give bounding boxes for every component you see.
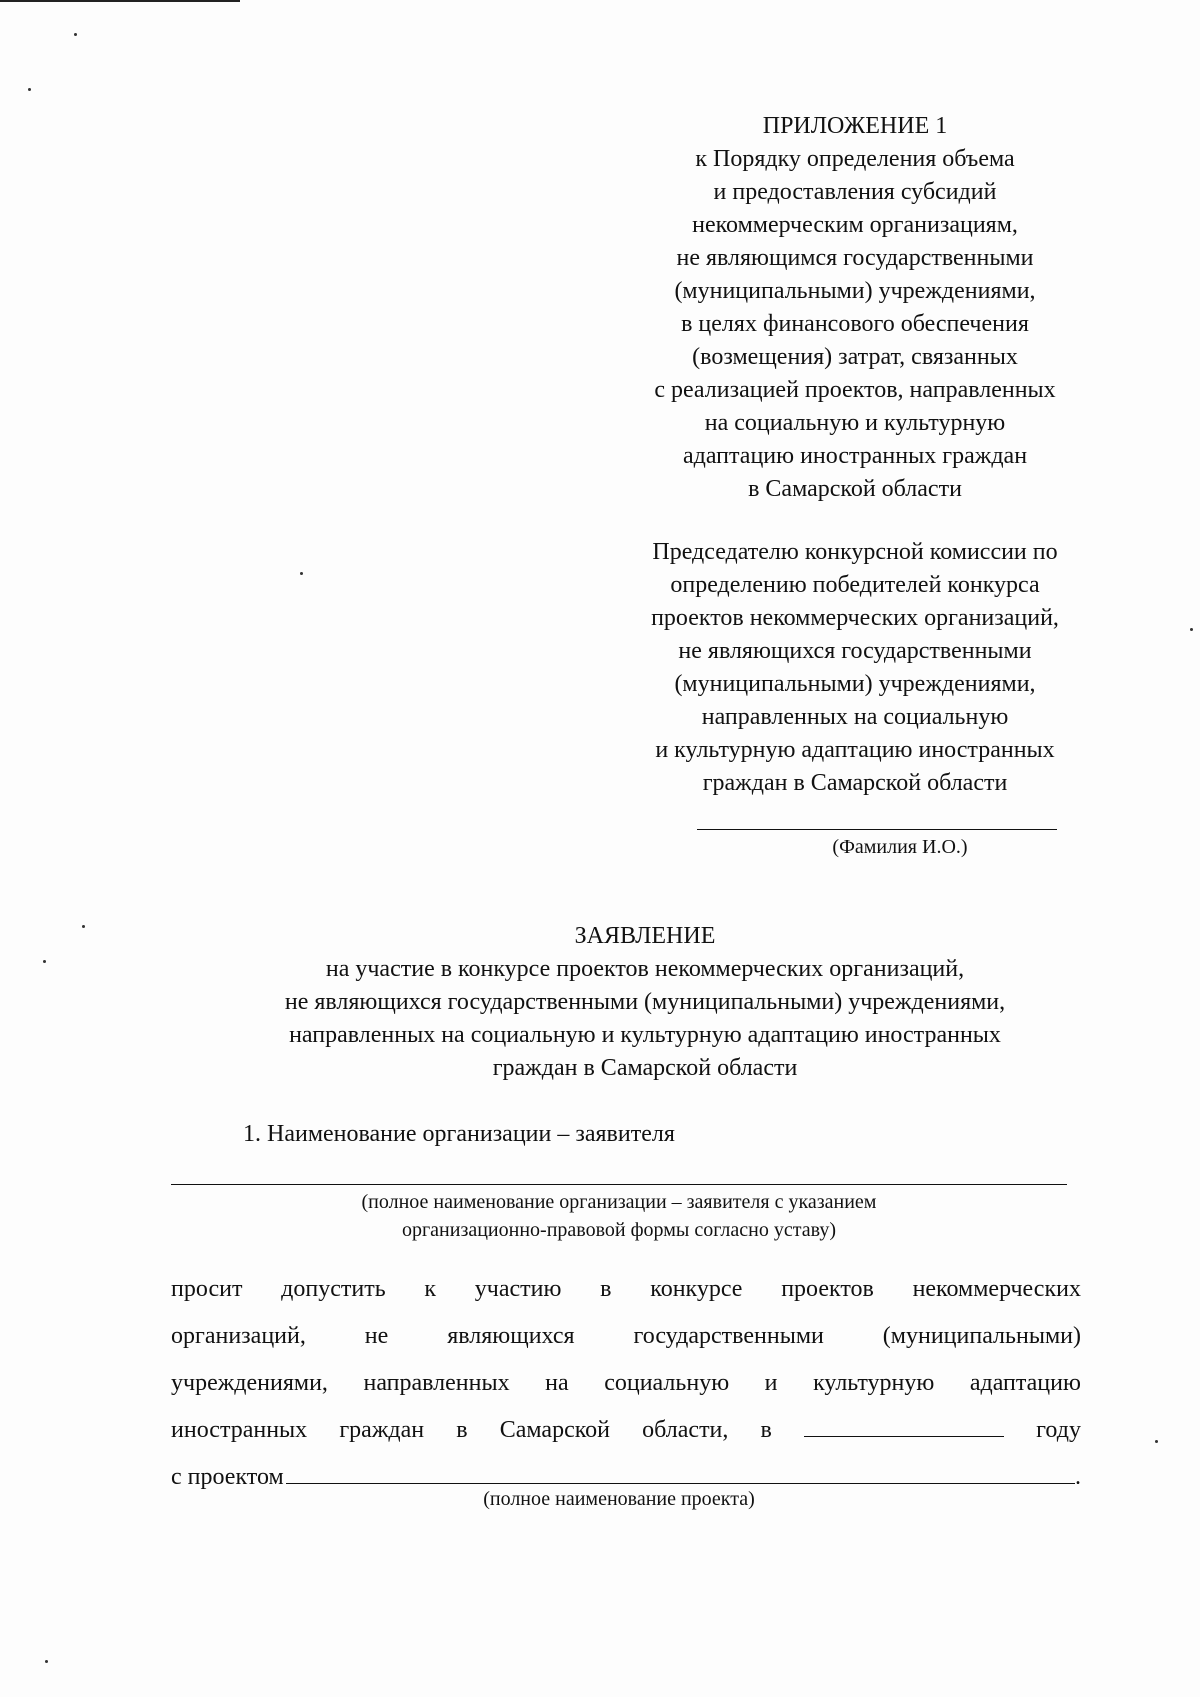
word: не	[364, 1323, 389, 1349]
statement-subtitle-line: на участие в конкурсе проектов некоммерческих организаций,	[325, 956, 965, 982]
word: в	[456, 1417, 468, 1443]
appendix-line: с реализацией проектов, направленных	[654, 377, 1056, 403]
word: в	[760, 1417, 772, 1443]
scan-speck	[1190, 628, 1193, 631]
word: направленных	[363, 1370, 510, 1396]
word: адаптацию	[969, 1370, 1081, 1396]
addressee-line: Председателю конкурсной комиссии по	[652, 539, 1058, 565]
addressee-line: проектов некоммерческих организаций,	[651, 605, 1059, 631]
addressee-line: граждан в Самарской области	[702, 770, 1008, 796]
scan-speck	[74, 33, 77, 36]
project-name-blank[interactable]	[286, 1459, 1075, 1484]
addressee-line: направленных на социальную	[701, 704, 1009, 730]
appendix-line: и предоставления субсидий	[713, 179, 997, 205]
word: на	[545, 1370, 569, 1396]
addressee-line: и культурную адаптацию иностранных	[655, 737, 1055, 763]
organization-caption-line: организационно-правовой формы согласно уставу)	[401, 1219, 837, 1241]
statement-subtitle-line: направленных на социальную и культурную адаптацию иностранных	[289, 1022, 1001, 1048]
word: граждан	[339, 1417, 425, 1443]
addressee-block	[615, 536, 1095, 800]
word: являющихся	[447, 1323, 575, 1349]
word: участию	[474, 1276, 562, 1302]
scan-speck	[82, 925, 85, 928]
word: государственными	[633, 1323, 824, 1349]
addressee-line: определению победителей конкурса	[670, 572, 1040, 598]
project-line-end: .	[1075, 1464, 1081, 1490]
word: организаций,	[171, 1323, 306, 1349]
project-label: с проектом	[171, 1464, 284, 1490]
appendix-line: (муниципальными) учреждениями,	[674, 278, 1036, 304]
addressee-line: (муниципальными) учреждениями,	[674, 671, 1036, 697]
word: учреждениями,	[171, 1370, 328, 1396]
request-line	[171, 1407, 1081, 1454]
word: культурную	[813, 1370, 935, 1396]
appendix-block	[615, 110, 1095, 506]
word: Самарской	[499, 1417, 611, 1443]
request-line	[171, 1360, 1081, 1407]
statement-subtitle-line: граждан в Самарской области	[492, 1055, 798, 1081]
word: иностранных	[171, 1417, 308, 1443]
project-name-caption: (полное наименование проекта)	[483, 1488, 755, 1510]
organization-name-blank[interactable]	[171, 1184, 1067, 1185]
word: в	[600, 1276, 612, 1302]
addressee-line: не являющихся государственными	[678, 638, 1032, 664]
appendix-heading: ПРИЛОЖЕНИЕ 1	[762, 113, 948, 139]
statement-subtitle-line: не являющихся государственными (муниципальными) учреждениями,	[284, 989, 1006, 1015]
scan-speck	[28, 88, 31, 91]
appendix-line: не являющимся государственными	[676, 245, 1034, 271]
statement-title-block	[130, 920, 1160, 1085]
signature-caption: (Фамилия И.О.)	[832, 836, 968, 858]
year-blank[interactable]	[804, 1412, 1004, 1437]
appendix-line: в целях финансового обеспечения	[681, 311, 1029, 337]
organization-name-caption	[171, 1188, 1067, 1244]
word: социальную	[604, 1370, 730, 1396]
appendix-line: на социальную и культурную	[704, 410, 1006, 436]
word: просит	[171, 1276, 243, 1302]
organization-name-label: 1. Наименование организации – заявителя	[243, 1121, 675, 1147]
word: к	[424, 1276, 437, 1302]
word: допустить	[281, 1276, 386, 1302]
scan-edge	[0, 0, 240, 2]
word: области,	[642, 1417, 729, 1443]
word: некоммерческих	[912, 1276, 1081, 1302]
statement-title: ЗАЯВЛЕНИЕ	[574, 923, 716, 949]
appendix-line: к Порядку определения объема	[695, 146, 1015, 172]
scan-speck	[45, 1660, 48, 1663]
word: и	[764, 1370, 778, 1396]
word: году	[1036, 1417, 1081, 1443]
appendix-line: адаптацию иностранных граждан	[682, 443, 1028, 469]
signature-blank[interactable]	[697, 829, 1057, 830]
word: проектов	[781, 1276, 874, 1302]
word: конкурсе	[650, 1276, 743, 1302]
word: (муниципальными)	[882, 1323, 1081, 1349]
request-line	[171, 1266, 1081, 1313]
request-line	[171, 1313, 1081, 1360]
scan-speck	[1155, 1440, 1158, 1443]
appendix-line: некоммерческим организациям,	[692, 212, 1018, 238]
scan-speck	[43, 960, 46, 963]
request-paragraph	[171, 1266, 1081, 1501]
appendix-line: (возмещения) затрат, связанных	[692, 344, 1018, 370]
appendix-line: в Самарской области	[748, 476, 962, 502]
organization-caption-line: (полное наименование организации – заявителя с указанием	[361, 1191, 877, 1213]
scan-speck	[300, 572, 303, 575]
